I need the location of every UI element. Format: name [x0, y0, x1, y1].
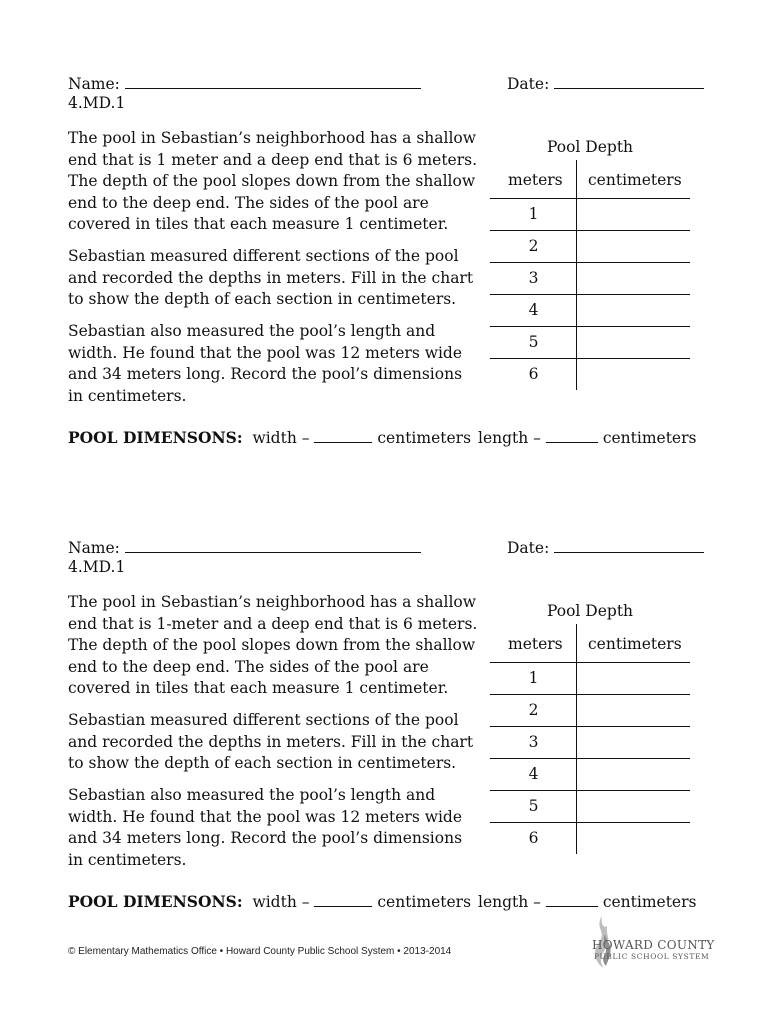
paragraph-line: end that is 1 meter and a deep end that is 6 meters.: [68, 150, 478, 169]
paragraph-line: width. He found that the pool was 12 meters wide: [68, 807, 463, 826]
meters-cell: 3: [528, 269, 539, 287]
length-prefix: length –: [478, 429, 541, 447]
header-centimeters: centimeters: [588, 635, 682, 653]
table-row: [490, 758, 690, 791]
paragraph-line: in centimeters.: [68, 850, 187, 869]
footer-copyright: © Elementary Mathematics Office • Howard County Public School System • 2013-2014: [68, 946, 452, 957]
meters-cell: 2: [528, 237, 539, 255]
table-row: [490, 726, 690, 759]
name-blank[interactable]: [125, 536, 421, 553]
meters-cell: 4: [528, 765, 539, 783]
paragraph-line: end that is 1-meter and a deep end that is 6 meters.: [68, 614, 478, 633]
paragraph-line: Sebastian also measured the pool’s length and: [68, 322, 436, 340]
problem-paragraph-1: [68, 592, 478, 700]
width-unit: centimeters: [377, 893, 472, 911]
table-row: [490, 294, 690, 327]
paragraph-line: and 34 meters long. Record the pool’s dimensions: [68, 365, 463, 383]
meters-cell: 5: [528, 797, 539, 815]
logo-line-2: PUBLIC SCHOOL SYSTEM: [594, 952, 710, 961]
table-row: [490, 326, 690, 359]
table-row: [490, 262, 690, 295]
paragraph-line: The pool in Sebastian’s neighborhood has a shallow: [68, 129, 477, 147]
problem-paragraph-3: [68, 785, 468, 871]
width-unit: centimeters: [377, 429, 472, 447]
paragraph-line: end to the deep end. The sides of the pool are: [68, 657, 429, 676]
date-label: Date:: [507, 539, 550, 557]
width-prefix: width –: [252, 429, 310, 447]
hcpss-logo: [586, 914, 715, 970]
name-label: Name:: [68, 75, 120, 93]
header-centimeters: centimeters: [588, 171, 682, 189]
date-field: [507, 536, 704, 559]
meters-cell: 5: [528, 333, 539, 351]
date-blank[interactable]: [554, 72, 704, 89]
paragraph-line: width. He found that the pool was 12 meters wide: [68, 343, 463, 362]
paragraph-line: The pool in Sebastian’s neighborhood has a shallow: [68, 593, 477, 611]
header-meters: meters: [508, 635, 563, 653]
length-answer: [478, 426, 696, 449]
meters-cell: 4: [528, 301, 539, 319]
paragraph-line: and recorded the depths in meters. Fill in the chart: [68, 732, 474, 751]
paragraph-line: The depth of the pool slopes down from the shallow: [68, 172, 476, 190]
table-header: [490, 166, 690, 198]
table-row: [490, 694, 690, 727]
width-blank[interactable]: [314, 426, 372, 443]
length-answer: [478, 890, 696, 913]
dimensions-label: POOL DIMENSONS:: [68, 428, 243, 447]
paragraph-line: Sebastian also measured the pool’s length and: [68, 786, 436, 804]
table-row: [490, 230, 690, 263]
name-blank[interactable]: [125, 72, 421, 89]
standard-code: 4.MD.1: [68, 94, 126, 112]
name-field: [68, 72, 421, 95]
worksheet-2: [0, 534, 768, 974]
width-prefix: width –: [252, 893, 310, 911]
meters-cell: 3: [528, 733, 539, 751]
width-answer: [68, 890, 471, 913]
width-blank[interactable]: [314, 890, 372, 907]
length-prefix: length –: [478, 893, 541, 911]
date-blank[interactable]: [554, 536, 704, 553]
meters-cell: 2: [528, 701, 539, 719]
worksheet-1: [0, 70, 768, 510]
paragraph-line: in centimeters.: [68, 386, 187, 405]
table-row: [490, 198, 690, 231]
meters-cell: 1: [528, 205, 539, 223]
paragraph-line: covered in tiles that each measure 1 centimeter.: [68, 215, 449, 233]
length-blank[interactable]: [546, 890, 598, 907]
problem-paragraph-3: [68, 321, 468, 407]
standard-code: 4.MD.1: [68, 558, 126, 576]
length-blank[interactable]: [546, 426, 598, 443]
paragraph-line: and 34 meters long. Record the pool’s dimensions: [68, 829, 463, 847]
table-title: Pool Depth: [546, 138, 634, 156]
paragraph-line: The depth of the pool slopes down from the shallow: [68, 636, 476, 654]
logo-line-1: HOWARD COUNTY: [592, 938, 715, 952]
meters-cell: 1: [528, 669, 539, 687]
table-row: [490, 358, 690, 391]
length-unit: centimeters: [602, 429, 697, 447]
paragraph-line: Sebastian measured different sections of the pool: [68, 711, 459, 729]
date-label: Date:: [507, 75, 550, 93]
table-row: [490, 790, 690, 823]
meters-cell: 6: [528, 365, 539, 383]
table-header: [490, 630, 690, 662]
paragraph-line: Sebastian measured different sections of the pool: [68, 247, 459, 265]
paragraph-line: end to the deep end. The sides of the pool are: [68, 193, 429, 212]
paragraph-line: covered in tiles that each measure 1 centimeter.: [68, 679, 449, 697]
dimensions-label: POOL DIMENSONS:: [68, 892, 243, 911]
paragraph-line: to show the depth of each section in centimeters.: [68, 290, 457, 308]
paragraph-line: to show the depth of each section in centimeters.: [68, 754, 457, 772]
table-row: [490, 662, 690, 695]
length-unit: centimeters: [602, 893, 697, 911]
name-field: [68, 536, 421, 559]
date-field: [507, 72, 704, 95]
meters-cell: 6: [528, 829, 539, 847]
problem-paragraph-2: [68, 246, 474, 311]
table-title: Pool Depth: [546, 602, 634, 620]
table-row: [490, 822, 690, 855]
width-answer: [68, 426, 471, 449]
problem-paragraph-2: [68, 710, 474, 775]
name-label: Name:: [68, 539, 120, 557]
problem-paragraph-1: [68, 128, 478, 236]
paragraph-line: and recorded the depths in meters. Fill in the chart: [68, 268, 474, 287]
header-meters: meters: [508, 171, 563, 189]
